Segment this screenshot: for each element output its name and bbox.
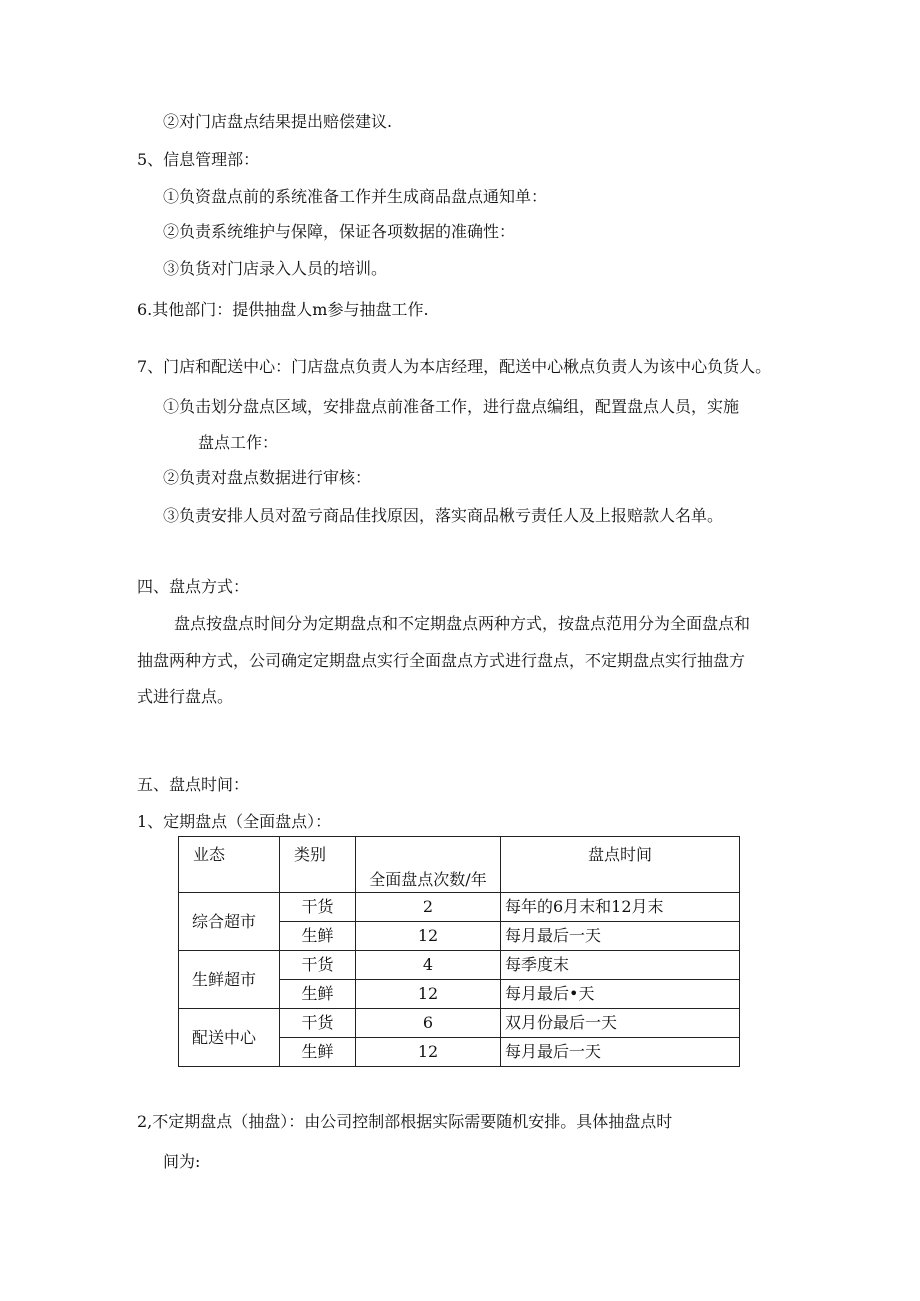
cell-count: 12 <box>356 1038 501 1067</box>
cell-time: 每月最后•天 <box>501 980 740 1009</box>
other-depts: 6.其他部门：提供抽盘人m参与抽盘工作. <box>137 300 429 319</box>
cell-time: 每季度末 <box>501 951 740 980</box>
cell-category: 干货 <box>280 893 356 922</box>
cell-time: 每月最后一天 <box>501 1038 740 1067</box>
section-heading-4: 四、盘点方式： <box>137 577 250 596</box>
subheading-irregular: 2,不定期盘点（抽盘）：由公司控制部根据实际需要随机安排。具体抽盘点时 <box>137 1112 673 1131</box>
cell-category: 生鲜 <box>280 980 356 1009</box>
table-row <box>179 893 740 922</box>
subheading-regular: 1、定期盘点（全面盘点）： <box>137 812 332 831</box>
cell-count: 12 <box>356 980 501 1009</box>
para-method-2: 抽盘两种方式，公司确定定期盘点实行全面盘点方式进行盘点，不定期盘点实行抽盘方 <box>137 651 746 670</box>
table-row <box>179 951 740 980</box>
cell-format: 配送中心 <box>179 1009 280 1067</box>
para-method-3: 式进行盘点。 <box>137 687 234 706</box>
header-count: 全面盘点次数/年 <box>356 837 501 893</box>
cell-format: 生鲜超市 <box>179 951 280 1009</box>
store-duty-3: ③负责安排人员对盈亏商品佳找原因，落实商品楸亏责任人及上报赔款人名单。 <box>163 506 724 525</box>
cell-time: 每年的6月末和12月末 <box>501 893 740 922</box>
header-format: 业态 <box>179 837 280 893</box>
cell-category: 生鲜 <box>280 1038 356 1067</box>
subheading-irregular-cont: 间为: <box>163 1152 201 1171</box>
cell-count: 2 <box>356 893 501 922</box>
cell-format: 综合超市 <box>179 893 280 951</box>
info-duty-1: ①负资盘点前的系统准备工作并生成商品盘点通知单： <box>163 187 548 206</box>
store-duty-1: ①负击划分盘点区域，安排盘点前准备工作，进行盘点编组，配置盘点人员，实施 <box>163 397 740 416</box>
section-heading-5: 五、盘点时间： <box>137 775 250 794</box>
header-category: 类别 <box>280 837 356 893</box>
cell-category: 生鲜 <box>280 922 356 951</box>
store-duty-2: ②负责对盘点数据进行审核： <box>163 468 372 487</box>
cell-category: 干货 <box>280 1009 356 1038</box>
cell-category: 干货 <box>280 951 356 980</box>
cell-count: 12 <box>356 922 501 951</box>
table-row <box>179 1009 740 1038</box>
info-duty-2: ②负责系统维护与保障，保证各项数据的准确性： <box>163 222 516 241</box>
heading-info-dept: 5、信息管理部： <box>137 150 260 169</box>
header-time: 盘点时间 <box>501 837 740 893</box>
cell-time: 双月份最后一天 <box>501 1009 740 1038</box>
store-duty-1-cont: 盘点工作： <box>198 433 279 452</box>
para-method-1: 盘点按盘点时间分为定期盘点和不定期盘点两种方式，按盘点范用分为全面盘点和 <box>174 614 751 633</box>
cell-count: 4 <box>356 951 501 980</box>
info-duty-3: ③负货对门店录入人员的培训。 <box>163 259 388 278</box>
cell-time: 每月最后一天 <box>501 922 740 951</box>
schedule-table <box>178 836 740 1067</box>
store-dc-heading: 7、门店和配送中心：门店盘点负责人为本店经理，配送中心楸点负责人为该中心负货人。 <box>137 357 772 376</box>
table-header-row <box>179 837 740 893</box>
cell-count: 6 <box>356 1009 501 1038</box>
line-compensation-advice: ②对门店盘点结果提出赔偿建议. <box>163 112 393 131</box>
